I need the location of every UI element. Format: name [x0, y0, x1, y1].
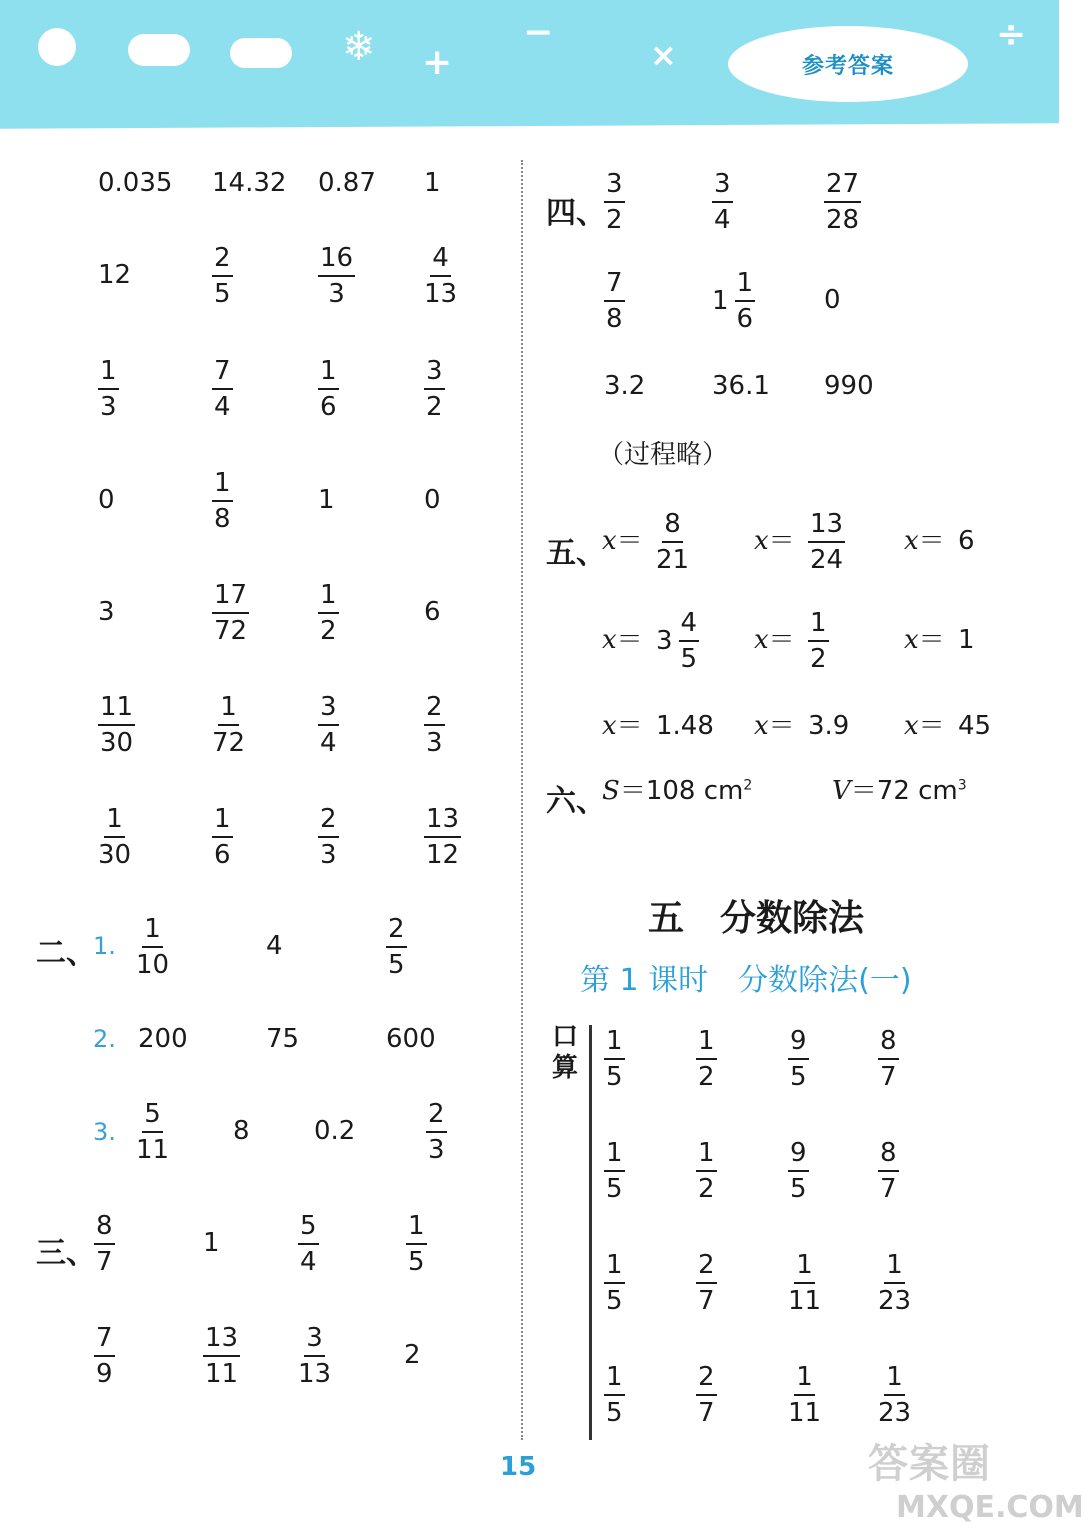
answer-cell	[424, 245, 457, 307]
column-divider	[521, 160, 523, 1440]
fraction	[878, 1028, 899, 1090]
section-2-sub-2: 2.	[93, 1025, 116, 1053]
fraction	[318, 245, 355, 307]
fraction	[808, 610, 829, 672]
denominator: 10	[136, 950, 170, 980]
numerator: 13	[203, 1325, 240, 1357]
fraction	[696, 1252, 717, 1314]
fraction	[788, 1252, 821, 1314]
numerator: 5	[298, 1213, 319, 1245]
numerator: 8	[878, 1140, 899, 1172]
denominator: 8	[606, 304, 623, 334]
answer-cell	[878, 1252, 911, 1314]
numerator: 2	[212, 245, 233, 277]
numerator: 1	[318, 358, 339, 390]
answer-cell: 6	[958, 526, 975, 556]
numerator: 1	[604, 1140, 625, 1172]
answer-cell: 3	[98, 597, 115, 627]
answer-cell	[136, 916, 169, 978]
cloud-rain-icon	[230, 38, 292, 68]
denominator: 30	[100, 728, 134, 758]
fraction	[318, 806, 339, 868]
answer-cell	[696, 1252, 717, 1314]
answer-cell	[98, 358, 119, 420]
fraction	[212, 245, 233, 307]
answer-cell	[424, 806, 461, 868]
answer-cell	[94, 1325, 115, 1387]
denominator: 11	[205, 1359, 239, 1389]
answer-cell	[656, 610, 699, 672]
numerator: 1	[604, 1028, 625, 1060]
numerator: 1	[98, 358, 119, 390]
fraction	[212, 358, 233, 420]
denominator: 2	[698, 1174, 715, 1204]
denominator: 5	[790, 1174, 807, 1204]
denominator: 2	[810, 644, 827, 674]
section-6-label: 六、	[546, 784, 606, 819]
equation-prefix: x＝	[602, 711, 643, 741]
denominator: 23	[878, 1286, 912, 1316]
numerator: 2	[696, 1252, 717, 1284]
oral-calc-rule	[589, 1025, 592, 1440]
answer-cell	[406, 1213, 427, 1275]
numerator: 3	[304, 1325, 325, 1357]
denominator: 3	[426, 728, 443, 758]
answer-cell: 0.87	[318, 168, 376, 198]
section-5-label: 五、	[546, 536, 606, 571]
denominator: 11	[788, 1398, 822, 1428]
answer-cell: 14.32	[212, 168, 287, 198]
numerator: 1	[218, 694, 239, 726]
numerator: 1	[142, 916, 163, 948]
volume-answer: V＝72 $cm^3$	[832, 776, 967, 806]
denominator: 2	[606, 205, 623, 235]
numerator: 1	[318, 582, 339, 614]
answer-cell	[696, 1028, 717, 1090]
answer-cell: 36.1	[712, 371, 770, 401]
answer-cell: 75	[266, 1024, 300, 1054]
denominator: 6	[214, 840, 231, 870]
denominator: 3	[428, 1135, 445, 1165]
denominator: 72	[212, 728, 246, 758]
fraction	[424, 806, 461, 868]
numerator: 5	[142, 1101, 163, 1133]
fraction	[824, 171, 861, 233]
denominator: 7	[698, 1398, 715, 1428]
answer-cell	[788, 1140, 809, 1202]
numerator: 8	[878, 1028, 899, 1060]
answer-cell	[788, 1028, 809, 1090]
answer-cell: 1	[318, 485, 335, 515]
answer-cell	[604, 171, 625, 233]
answer-cell	[212, 470, 233, 532]
times-icon: ×	[650, 36, 677, 74]
denominator: 7	[96, 1247, 113, 1277]
fraction	[788, 1364, 821, 1426]
fraction	[696, 1028, 717, 1090]
answer-cell	[696, 1140, 717, 1202]
denominator: 4	[714, 205, 731, 235]
fraction	[604, 270, 625, 332]
answer-cell	[212, 694, 245, 756]
answer-cell	[212, 358, 233, 420]
answer-cell: 0.035	[98, 168, 173, 198]
numerator: 7	[94, 1325, 115, 1357]
denominator: 5	[388, 950, 405, 980]
plus-icon: +	[422, 42, 453, 83]
answer-cell	[712, 171, 733, 233]
denominator: 3	[100, 392, 117, 422]
fraction	[212, 470, 233, 532]
fraction	[424, 245, 457, 307]
oral-calc-label: 口算	[552, 1022, 579, 1084]
denominator: 8	[214, 504, 231, 534]
answer-cell	[212, 582, 249, 644]
answer-cell	[788, 1252, 821, 1314]
fraction	[696, 1364, 717, 1426]
numerator: 2	[386, 916, 407, 948]
section-2-sub-1: 1.	[93, 932, 116, 960]
divide-icon: ÷	[996, 14, 1027, 55]
fraction	[298, 1325, 331, 1387]
answer-cell: 45	[958, 711, 992, 741]
answer-cell	[318, 358, 339, 420]
numerator: 8	[662, 511, 683, 543]
answer-cell	[604, 1028, 625, 1090]
fraction	[212, 694, 245, 756]
denominator: 11	[136, 1135, 170, 1165]
mixed-whole: 1	[712, 286, 729, 316]
numerator: 1	[212, 470, 233, 502]
answer-cell	[824, 171, 861, 233]
answer-cell: 0	[824, 285, 841, 315]
answer-cell	[878, 1028, 899, 1090]
denominator: 24	[810, 545, 844, 575]
answer-cell	[298, 1213, 319, 1275]
answer-cell	[136, 1101, 169, 1163]
fraction	[424, 358, 445, 420]
numerator: 4	[679, 610, 700, 642]
answer-badge	[728, 26, 968, 102]
answer-cell	[878, 1364, 911, 1426]
answer-cell	[696, 1364, 717, 1426]
fraction	[298, 1213, 319, 1275]
equation-prefix: x＝	[904, 625, 945, 655]
fraction	[386, 916, 407, 978]
answer-cell: 200	[138, 1024, 188, 1054]
fraction	[136, 1101, 169, 1163]
numerator: 1	[794, 1252, 815, 1284]
answer-cell: 1.48	[656, 711, 714, 741]
process-note: （过程略）	[598, 440, 729, 470]
numerator: 9	[788, 1140, 809, 1172]
fraction	[735, 270, 756, 332]
answer-cell	[808, 610, 829, 672]
answer-cell	[808, 511, 845, 573]
fraction	[808, 511, 845, 573]
equation-prefix: x＝	[904, 711, 945, 741]
numerator: 3	[604, 171, 625, 203]
minus-icon: −	[523, 12, 554, 53]
denominator: 72	[214, 616, 248, 646]
answer-cell: 0	[424, 485, 441, 515]
surface-area-answer: S＝108 $cm^2$	[602, 776, 753, 806]
answer-cell: 3.2	[604, 371, 646, 401]
answer-label: 参考答案	[801, 53, 894, 79]
answer-cell: 0.2	[314, 1116, 356, 1146]
answer-cell	[788, 1364, 821, 1426]
denominator: 2	[426, 392, 443, 422]
answer-cell	[98, 694, 135, 756]
denominator: 7	[880, 1174, 897, 1204]
section-3-label: 三、	[36, 1236, 96, 1271]
answer-cell: 1	[203, 1228, 220, 1258]
answer-cell: 8	[233, 1116, 250, 1146]
numerator: 7	[212, 358, 233, 390]
equation-prefix: x＝	[754, 625, 795, 655]
denominator: 6	[320, 392, 337, 422]
chapter-title: 五 分数除法	[648, 898, 865, 939]
answer-cell	[604, 270, 625, 332]
numerator: 1	[696, 1028, 717, 1060]
numerator: 11	[98, 694, 135, 726]
denominator: 3	[320, 840, 337, 870]
answer-cell	[203, 1325, 240, 1387]
denominator: 4	[320, 728, 337, 758]
answer-cell: 0	[98, 485, 115, 515]
answer-cell	[424, 694, 445, 756]
denominator: 5	[408, 1247, 425, 1277]
fraction	[318, 358, 339, 420]
fraction	[679, 610, 700, 672]
fraction	[212, 806, 233, 868]
answer-cell	[604, 1252, 625, 1314]
fraction	[426, 1101, 447, 1163]
equation-prefix: x＝	[754, 526, 795, 556]
fraction	[604, 1252, 625, 1314]
fraction	[656, 511, 689, 573]
numerator: 1	[604, 1364, 625, 1396]
denominator: 5	[606, 1062, 623, 1092]
denominator: 6	[736, 304, 754, 334]
numerator: 9	[788, 1028, 809, 1060]
numerator: 1	[696, 1140, 717, 1172]
fraction	[94, 1325, 115, 1387]
equation-prefix: x＝	[904, 526, 945, 556]
numerator: 1	[735, 270, 756, 302]
section-4-label: 四、	[546, 196, 606, 231]
denominator: 2	[698, 1062, 715, 1092]
numerator: 4	[430, 245, 451, 277]
cloud-icon	[128, 34, 190, 66]
denominator: 21	[656, 545, 690, 575]
denominator: 23	[878, 1398, 912, 1428]
mixed-whole: 3	[656, 626, 673, 656]
page-number: 15	[500, 1452, 537, 1482]
numerator: 17	[212, 582, 249, 614]
numerator: 1	[884, 1252, 905, 1284]
denominator: 5	[606, 1174, 623, 1204]
answer-cell	[298, 1325, 331, 1387]
denominator: 7	[880, 1062, 897, 1092]
answer-cell	[318, 694, 339, 756]
denominator: 13	[298, 1359, 332, 1389]
denominator: 11	[788, 1286, 822, 1316]
fraction	[318, 582, 339, 644]
fraction	[788, 1028, 809, 1090]
denominator: 5	[214, 279, 231, 309]
denominator: 7	[698, 1286, 715, 1316]
denominator: 12	[426, 840, 460, 870]
section-2-label: 二、	[36, 936, 96, 971]
fraction	[136, 916, 169, 978]
numerator: 2	[424, 694, 445, 726]
numerator: 1	[604, 1252, 625, 1284]
fraction	[604, 1364, 625, 1426]
numerator: 1	[808, 610, 829, 642]
fraction	[604, 171, 625, 233]
denominator: 2	[320, 616, 337, 646]
answer-cell	[318, 582, 339, 644]
numerator: 13	[808, 511, 845, 543]
numerator: 27	[824, 171, 861, 203]
fraction	[318, 694, 339, 756]
fraction	[878, 1364, 911, 1426]
numerator: 2	[426, 1101, 447, 1133]
answer-cell	[878, 1140, 899, 1202]
section-2-sub-3: 3.	[93, 1118, 116, 1146]
numerator: 1	[406, 1213, 427, 1245]
fraction	[98, 358, 119, 420]
numerator: 1	[212, 806, 233, 838]
fraction	[712, 171, 733, 233]
snowflake-icon: ❄	[342, 24, 376, 70]
equation-prefix: x＝	[754, 711, 795, 741]
watermark-url: MXQE.COM	[896, 1490, 1084, 1525]
watermark-logo: 答案圈	[868, 1441, 991, 1487]
answer-cell: 990	[824, 371, 874, 401]
numerator: 1	[884, 1364, 905, 1396]
fraction	[98, 694, 135, 756]
answer-cell	[212, 245, 233, 307]
numerator: 1	[794, 1364, 815, 1396]
denominator: 30	[98, 840, 132, 870]
header-band	[0, 0, 1059, 122]
answer-cell	[318, 806, 339, 868]
numerator: 3	[424, 358, 445, 390]
answer-cell: 3.9	[808, 711, 850, 741]
fraction	[604, 1028, 625, 1090]
denominator: 5	[606, 1398, 623, 1428]
numerator: 3	[318, 694, 339, 726]
fraction	[604, 1140, 625, 1202]
fraction	[878, 1252, 911, 1314]
denominator: 28	[826, 205, 860, 235]
numerator: 7	[604, 270, 625, 302]
answer-cell	[604, 1140, 625, 1202]
equation-prefix: x＝	[602, 526, 643, 556]
sun-icon	[38, 28, 76, 66]
answer-cell: 1	[958, 625, 975, 655]
denominator: 4	[300, 1247, 317, 1277]
answer-cell: 4	[266, 931, 283, 961]
answer-cell	[98, 806, 131, 868]
numerator: 2	[696, 1364, 717, 1396]
answer-cell	[604, 1364, 625, 1426]
lesson-title: 第 1 课时 分数除法(一)	[580, 963, 912, 998]
fraction	[788, 1140, 809, 1202]
equation-prefix: x＝	[602, 625, 643, 655]
denominator: 9	[96, 1359, 113, 1389]
denominator: 5	[680, 644, 698, 674]
answer-cell	[318, 245, 355, 307]
numerator: 1	[104, 806, 125, 838]
numerator: 13	[424, 806, 461, 838]
fraction	[406, 1213, 427, 1275]
answer-cell	[426, 1101, 447, 1163]
denominator: 5	[790, 1062, 807, 1092]
answer-cell	[712, 270, 755, 332]
fraction	[212, 582, 249, 644]
numerator: 16	[318, 245, 355, 277]
fraction	[424, 694, 445, 756]
answer-cell	[424, 358, 445, 420]
answer-cell	[656, 511, 689, 573]
answer-cell: 2	[404, 1340, 421, 1370]
denominator: 13	[424, 279, 458, 309]
numerator: 2	[318, 806, 339, 838]
denominator: 4	[214, 392, 231, 422]
answer-cell: 12	[98, 260, 132, 290]
numerator: 3	[712, 171, 733, 203]
fraction	[94, 1213, 115, 1275]
fraction	[203, 1325, 240, 1387]
fraction	[878, 1140, 899, 1202]
answer-cell	[94, 1213, 115, 1275]
answer-cell	[386, 916, 407, 978]
answer-cell: 6	[424, 597, 441, 627]
answer-cell: 1	[424, 168, 441, 198]
fraction	[696, 1140, 717, 1202]
denominator: 5	[606, 1286, 623, 1316]
numerator: 8	[94, 1213, 115, 1245]
answer-cell	[212, 806, 233, 868]
answer-cell: 600	[386, 1024, 436, 1054]
denominator: 3	[328, 279, 345, 309]
fraction	[98, 806, 131, 868]
